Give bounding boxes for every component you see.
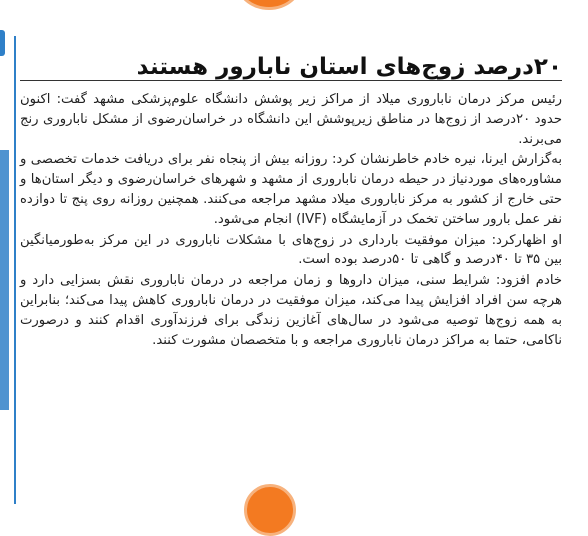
article-paragraph: خادم افزود: شرایط سنی، میزان داروها و زمان مراجعه در درمان ناباروری نقش بسزایی دارد و هرچه سن افراد افزایش پیدا می‌کند، میزان موفقیت در درمان ناباروری کاهش پیدا می‌کند؛ بنابراین به همه زوج‌ها توصیه می‌شود در سال‌های آغازین زندگی برای فرزندآوری اقدام کنند و درصورت ناکامی، حتما به مراکز درمان ناباروری مراجعه و با متخصصان مشورت کنند. <box>20 273 562 348</box>
article-paragraph: رئیس مرکز درمان ناباروری میلاد از مراکز زیر پوشش دانشگاه علوم‌پزشکی مشهد گفت: اکنون حدود ۲۰درصد از زوج‌ها در مناطق زیرپوشش این دانشگاه در خراسان‌رضوی از مشکل ناباروری رنج می‌برند. <box>20 92 562 147</box>
headline-divider <box>20 80 562 81</box>
bottom-section-badge <box>244 484 296 536</box>
top-section-badge <box>236 0 302 10</box>
column-rule <box>14 36 16 504</box>
side-rail <box>0 150 9 410</box>
article-paragraph: او اظهارکرد: میزان موفقیت بارداری در زوج‌های با مشکلات ناباروری در این مرکز به‌طورمیانگین بین ۳۵ تا ۴۰درصد و گاهی تا ۵۰درصد بوده است. <box>20 232 562 268</box>
article-headline: ۲۰درصد زوج‌های استان نابارور هستند <box>136 54 562 81</box>
article-body <box>20 90 562 351</box>
article-paragraph: به‌گزارش ایرنا، نیره خادم خاطرنشان کرد: روزانه بیش از پنجاه نفر برای دریافت خدمات تخصصی و مشاوره‌های موردنیاز در حیطه درمان ناباروری از مشهد و شهرهای خراسان‌رضوی و دیگر استان‌ها و حتی خارج از کشور به مرکز ناباروری میلاد مشهد مراجعه می‌کنند. همچنین روزانه روی پنج تا دوازده نفر عمل بارور ساختن تخمک در آزمایشگاه (IVF) انجام می‌شود. <box>20 152 562 227</box>
left-accent-mark <box>0 30 5 56</box>
